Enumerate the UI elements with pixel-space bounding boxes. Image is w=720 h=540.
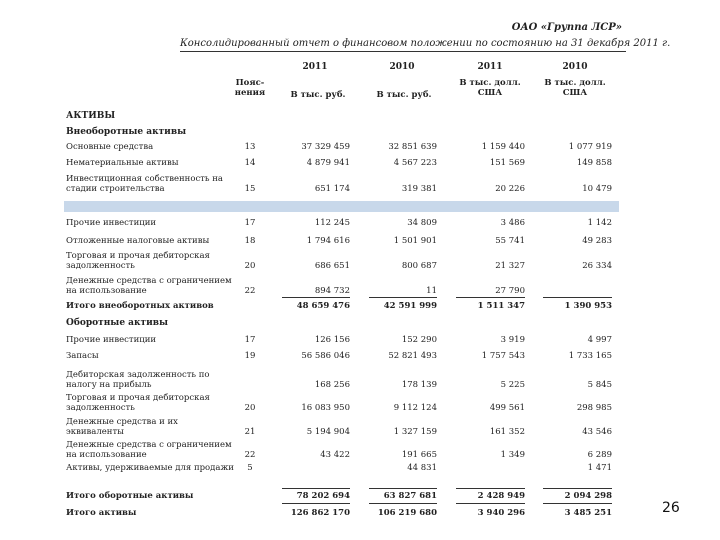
col-unit-3: В тыс. долл. США [459, 78, 521, 98]
col-year-4: 2010 [562, 62, 588, 72]
col-unit-1: В тыс. руб. [290, 90, 346, 100]
title-rule [180, 51, 626, 52]
current-row-label: Запасы [66, 351, 99, 361]
row-value-col-3: 5 225 [500, 380, 525, 390]
subtotal-rule [369, 488, 437, 489]
row-value-col-4: 1 142 [587, 218, 612, 228]
row-value-col-2: 42 591 999 [383, 301, 437, 311]
row-value-col-2: 52 821 493 [388, 351, 437, 361]
row-value-col-1: 43 422 [320, 450, 350, 460]
row-value-col-4: 1 390 953 [564, 301, 612, 311]
row-value-col-3: 1 757 543 [481, 351, 525, 361]
total-rule [543, 503, 612, 504]
row-value-col-4: 26 334 [582, 261, 612, 271]
noncurrent-row-label: Основные средства [66, 142, 154, 152]
subtotal-rule [456, 297, 525, 298]
slide-number: 26 [662, 500, 680, 516]
col-note-header: Пояс-нения [234, 78, 266, 98]
current-row-label: Дебиторская задолженность по налогу на прибыль [66, 370, 210, 390]
row-value-col-3: 1 159 440 [481, 142, 525, 152]
noncurrent-row-label: Нематериальные активы [66, 158, 179, 168]
row-value-col-3: 3 486 [500, 218, 525, 228]
row-value-col-1: 4 879 941 [306, 158, 350, 168]
row-value-col-2: 1 501 901 [393, 236, 437, 246]
subtotal-rule [369, 297, 437, 298]
row-value-col-2: 32 851 639 [388, 142, 437, 152]
section-current: Оборотные активы [66, 318, 169, 328]
row-value-col-1: 1 794 616 [306, 236, 350, 246]
current-row-label: Торговая и прочая дебиторская задолженность [66, 393, 210, 413]
row-value-col-3: 21 327 [495, 261, 525, 271]
row-note: 22 [244, 286, 256, 296]
noncurrent-row-label: Отложенные налоговые активы [66, 236, 210, 246]
total-rule [369, 503, 437, 504]
row-value-col-3: 3 919 [500, 335, 525, 345]
row-note: 22 [244, 450, 256, 460]
row-value-col-4: 2 094 298 [564, 491, 612, 501]
noncurrent-row-label: Торговая и прочая дебиторская задолженность [66, 251, 210, 271]
company-name: ОАО «Группа ЛСР» [511, 22, 622, 33]
row-value-col-4: 49 283 [582, 236, 612, 246]
row-value-col-4: 5 845 [587, 380, 612, 390]
row-value-col-4: 6 289 [587, 450, 612, 460]
assets-total-label: Итого активы [66, 508, 137, 518]
row-value-col-2: 63 827 681 [383, 491, 437, 501]
row-value-col-1: 651 174 [314, 184, 350, 194]
row-note: 20 [244, 261, 256, 271]
subtotal-rule [282, 297, 350, 298]
subtotal-rule [543, 297, 612, 298]
row-value-col-3: 1 511 347 [477, 301, 525, 311]
row-value-col-2: 800 687 [401, 261, 437, 271]
section-assets: АКТИВЫ [66, 111, 116, 121]
row-value-col-1: 168 256 [314, 380, 350, 390]
total-rule [282, 503, 350, 504]
col-year-3: 2011 [477, 62, 503, 72]
subtotal-rule [543, 488, 612, 489]
row-note: 17 [244, 218, 256, 228]
row-value-col-1: 48 659 476 [296, 301, 350, 311]
row-value-col-3: 3 940 296 [477, 508, 525, 518]
section-noncurrent: Внеоборотные активы [66, 127, 187, 137]
row-value-col-4: 3 485 251 [564, 508, 612, 518]
row-note: 20 [244, 403, 256, 413]
row-value-col-4: 4 997 [587, 335, 612, 345]
row-value-col-2: 178 139 [401, 380, 437, 390]
row-value-col-1: 5 194 904 [306, 427, 350, 437]
row-value-col-1: 78 202 694 [296, 491, 350, 501]
row-value-col-4: 149 858 [576, 158, 612, 168]
row-note: 15 [244, 184, 256, 194]
current-row-label: Денежные средства и их эквиваленты [66, 417, 178, 437]
row-value-col-3: 161 352 [489, 427, 525, 437]
col-year-2: 2010 [389, 62, 415, 72]
current-row-label: Прочие инвестиции [66, 335, 157, 345]
row-value-col-4: 1 077 919 [568, 142, 612, 152]
highlighted-row-bg [64, 201, 619, 212]
col-unit-4: В тыс. долл. США [544, 78, 606, 98]
noncurrent-row-label: Прочие инвестиции [66, 218, 157, 228]
row-value-col-1: 16 083 950 [301, 403, 350, 413]
noncurrent-row-label: Инвестиционная собственность на стадии строительства [66, 174, 223, 194]
row-value-col-3: 55 741 [495, 236, 525, 246]
row-value-col-1: 894 732 [314, 286, 350, 296]
row-value-col-4: 1 471 [587, 463, 612, 473]
row-value-col-3: 27 790 [495, 286, 525, 296]
row-note: 18 [244, 236, 256, 246]
row-note: 14 [244, 158, 256, 168]
row-value-col-1: 112 245 [314, 218, 350, 228]
row-note: 13 [244, 142, 256, 152]
noncurrent-total-label: Итого внеоборотных активов [66, 301, 214, 311]
row-value-col-2: 34 809 [407, 218, 437, 228]
report-title: Консолидированный отчет о финансовом положении по состоянию на 31 декабря 2011 г. [180, 38, 671, 49]
row-value-col-2: 11 [426, 286, 437, 296]
row-value-col-3: 2 428 949 [477, 491, 525, 501]
row-value-col-2: 44 831 [407, 463, 437, 473]
current-row-label: Денежные средства с ограничением на использование [66, 440, 232, 460]
row-value-col-1: 56 586 046 [301, 351, 350, 361]
row-value-col-1: 126 156 [314, 335, 350, 345]
row-value-col-2: 152 290 [401, 335, 437, 345]
current-row-label: Активы, удерживаемые для продажи [66, 463, 234, 473]
row-value-col-1: 686 651 [314, 261, 350, 271]
row-value-col-4: 10 479 [582, 184, 612, 194]
row-value-col-3: 1 349 [500, 450, 525, 460]
row-value-col-2: 1 327 159 [393, 427, 437, 437]
row-value-col-2: 319 381 [401, 184, 437, 194]
col-year-1: 2011 [302, 62, 328, 72]
row-value-col-3: 20 226 [495, 184, 525, 194]
row-note: 5 [247, 463, 253, 473]
row-value-col-2: 191 665 [401, 450, 437, 460]
row-value-col-3: 499 561 [489, 403, 525, 413]
row-note: 17 [244, 335, 256, 345]
row-value-col-4: 43 546 [582, 427, 612, 437]
subtotal-rule [282, 488, 350, 489]
row-value-col-1: 126 862 170 [290, 508, 350, 518]
row-note: 19 [244, 351, 256, 361]
noncurrent-row-label: Денежные средства с ограничением на использование [66, 276, 232, 296]
row-note: 21 [244, 427, 256, 437]
row-value-col-4: 298 985 [576, 403, 612, 413]
row-value-col-1: 37 329 459 [301, 142, 350, 152]
current-total-label: Итого оборотные активы [66, 491, 194, 501]
col-unit-2: В тыс. руб. [376, 90, 432, 100]
total-rule [456, 503, 525, 504]
row-value-col-3: 151 569 [489, 158, 525, 168]
subtotal-rule [456, 488, 525, 489]
row-value-col-2: 106 219 680 [377, 508, 437, 518]
row-value-col-2: 9 112 124 [393, 403, 437, 413]
row-value-col-4: 1 733 165 [568, 351, 612, 361]
row-value-col-2: 4 567 223 [393, 158, 437, 168]
